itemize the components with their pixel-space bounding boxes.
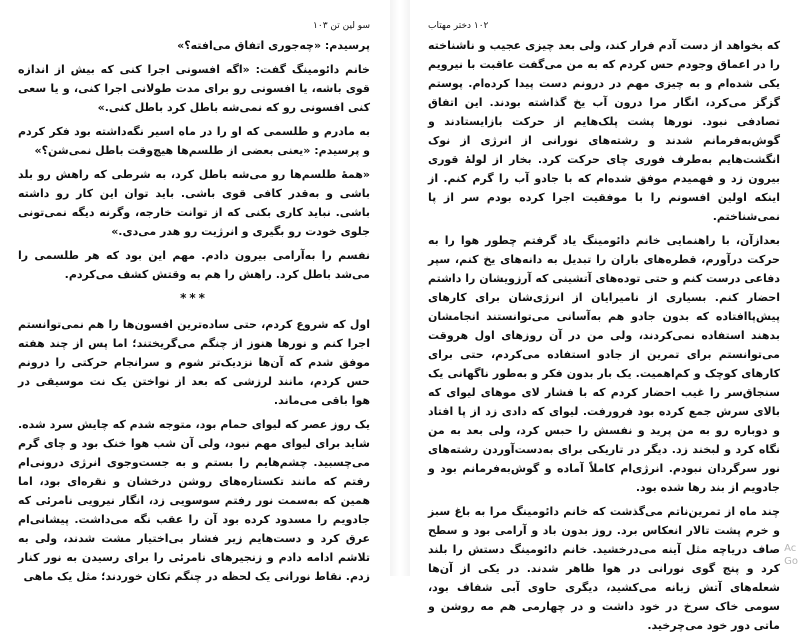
right-paragraph-2: بعدازآن، با راهنمایی خانم دائومینگ یاد گرفتم چطور هوا را به حرکت درآورم، قطره‌های باران را تبدیل به دانه‌های یخ کنم، سپر دفاعی درست کنم و حتی توده‌های آتشینی که آرزویشان را داشتم احضار کنم. بسیاری از نامیرایان از انرژی‌شان برای کارهای پیش‌پاافتاده که بدون جادو هم به‌آسانی می‌توانستند انجامشان بدهند استفاده نمی‌کردند، ولی من در آن روزهای اول هروقت می‌توانستم برای تمرین از جادو استفاده می‌کردم، حتی برای کارهای کوچک و کم‌اهمیت. یک بار بدون فکر و به‌طور ناگهانی یک سنجاق‌سر را غیب احضار کردم که با فشار لای موهای لیوای که بالای سرش جمع کرده بود فرورفت. لیوای که دادی زد از پا افتاد و دوباره رو به من پرید و نفسش را حبس کرد، ولی بعد به من نگاه کرد و لبخند زد. دیگر در تاریکی برای به‌دست‌آوردن رشته‌های نور سرگردان نبودم. انرژی‌ام کاملاً آماده و گوش‌به‌فرمانم بود و جادویم از بند رها شده بود. — [428, 234, 780, 494]
left-running-head: سو لین تن ۱۰۳ — [313, 21, 370, 31]
left-page — [0, 0, 390, 583]
right-paragraph-3: چند ماه از تمرین‌ناتم می‌گذشت که خانم دائومینگ مرا به باغ سبز و خرم پشت تالار انعکاس برد. روز بدون باد و آرامی بود و سطح صاف دریاچه مثل آینه می‌درخشید. خانم دائومینگ دستش را بلند کرد و پنج گوی نورانی در هوا ظاهر شدند. در یکی از آن‌ها شعله‌های آتش زبانه می‌کشید، دیگری حاوی آبی شفاف بود، سومی خاک سرخ در خود داشت و در چهارمی هم مه روشن و ماتی دور خود می‌چرخید. — [428, 505, 780, 632]
watermark-line-1: Ac — [784, 543, 797, 554]
left-paragraph-4: «همهٔ طلسم‌ها رو می‌شه باطل کرد، به شرطی که راهش رو بلد باشی و به‌قدر کافی قوی باشی. باید توان این کار رو داشته باشی. نباید کاری بکنی که از توانت خارجه، وگرنه دیگه نمی‌تونی جلوی خودت رو بگیری و انرژیت رو هدر می‌دی.» — [18, 168, 370, 238]
section-separator: *** — [180, 291, 208, 305]
right-page — [410, 0, 800, 632]
left-paragraph-7: یک روز عصر که لیوای حمام بود، متوجه شدم که چایش سرد شده. شاید برای لیوای مهم نبود، ولی آن شب هوا خنک بود و چای گرم می‌چسبید. چشم‌هایم را بستم و به جست‌وجوی انرژی درونی‌ام رفتم که مانند تکستاره‌های روشن درخشان و نقره‌ای بود، اما همین که به‌سمت نور رفتم سوسویی زد، انگار نیرویی نامرئی که جادویم را مسدود کرده بود آن را عقب نگه می‌داشت. پیشانی‌ام عرق کرد و دست‌هایم زیر فشار بی‌اختیار مشت شدند، ولی به تلاشم ادامه دادم و زنجیرهای نامرئی را برای رسیدن به نور کنار زدم. نقاط نورانی یک لحظه در چنگم تکان خوردند؛ مثل یک ماهی — [18, 418, 370, 583]
watermark-line-2: Go — [784, 556, 798, 567]
right-paragraph-1: که بخواهد از دست آدم فرار کند، ولی بعد چیزی عجیب و ناشناخته را در اعماق وجودم حس کردم که به من می‌گفت عاقبت با نیرویم یکی شده‌ام و به چیزی مهم در درونم دست پیدا کرده‌ام. پوستم گزگز می‌کرد، انگار مرا درون آب یخ گذاشته بودند. این اتفاق تصادفی نبود. نورها پشت پلک‌هایم از حرکت بازایستادند و گوش‌به‌فرمانم شدند و رشته‌های نورانی از انرژی از نوک انگشت‌هایم به‌طرف فوری چای حرکت کرد. بخار از لولهٔ قوری بیرون زد و فهمیدم موفق شده‌ام که با جادو آب را گرم کنم. از اینکه اولین افسونم را با موفقیت اجرا کرده بودم سر از پا نمی‌شناختم. — [428, 39, 780, 223]
left-paragraph-2: خانم دائومینگ گفت: «اگه افسونی اجرا کنی که بیش از اندازه قوی باشه، یا افسونی رو برای مدت طولانی اجرا کنی، و یا سعی کنی افسونی رو که نمی‌شه باطل کرد باطل کنی.» — [18, 63, 370, 114]
right-running-head: ۱۰۲ دختر مهتاب — [428, 21, 489, 31]
book-gutter — [390, 0, 410, 576]
left-paragraph-6: اول که شروع کردم، حتی ساده‌ترین افسون‌ها را هم نمی‌توانستم اجرا کنم و نورها هنوز از چنگم می‌گریختند؛ اما پس از چند هفته موفق شدم که آن‌ها نزدیک‌تر شوم و سرانجام حرکتی را درونم حس کردم، مانند لرزشی که بعد از نواختن یک نت موسیقی در هوا باقی می‌ماند. — [18, 318, 370, 407]
left-paragraph-1: پرسیدم: «چه‌جوری اتفاق می‌افته؟» — [177, 39, 370, 52]
left-paragraph-3: به مادرم و طلسمی که او را در ماه اسیر نگه‌داشته بود فکر کردم و پرسیدم: «یعنی بعضی از طلسم‌ها هیچ‌وقت باطل نمی‌شن؟» — [18, 125, 370, 157]
left-paragraph-5: نفسم را به‌آرامی بیرون دادم. مهم این بود که هر طلسمی را می‌شد باطل کرد. راهش را هم به وقتش کشف می‌کردم. — [18, 249, 370, 281]
